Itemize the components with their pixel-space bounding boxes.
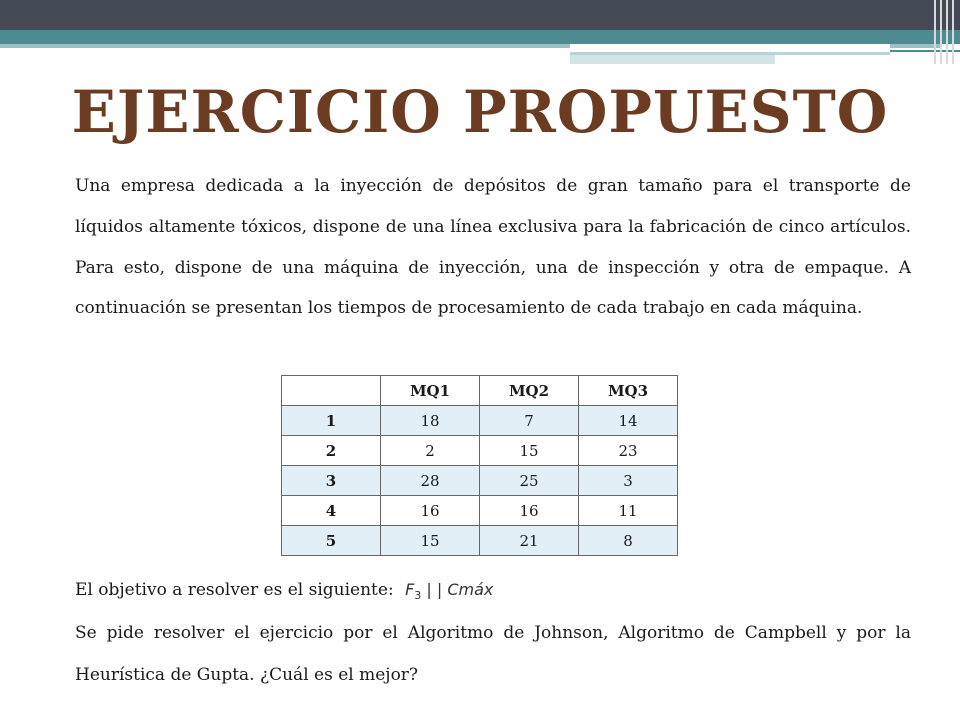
table-cell: 14	[579, 406, 678, 436]
table-cell: 15	[381, 526, 480, 556]
table-cell: 3	[579, 466, 678, 496]
table-cell: 16	[480, 496, 579, 526]
table-header-cell: MQ3	[579, 376, 678, 406]
table-cell: 25	[480, 466, 579, 496]
intro-paragraph: Una empresa dedicada a la inyección de depósitos de gran tamaño para el transporte de líquidos altamente tóxicos, dispone de una línea exclusiva para la fabricación de cinco artículos. Para esto, dispone de una máquina de inyección, una de inspección y otra de empaque. A continuación se presentan los tiempos de procesamiento de cada trabajo en cada máquina.	[75, 176, 911, 319]
job-label-cell: 3	[282, 466, 381, 496]
table-row	[282, 496, 678, 526]
table-cell: 23	[579, 436, 678, 466]
formula-rest: | | Cmáx	[421, 580, 494, 599]
processing-times-table	[281, 375, 678, 556]
table-header-cell: MQ1	[381, 376, 480, 406]
table-row	[282, 526, 678, 556]
table-cell: 15	[480, 436, 579, 466]
job-label-cell: 2	[282, 436, 381, 466]
formula-f: F	[405, 580, 415, 599]
table-cell: 21	[480, 526, 579, 556]
job-label-cell: 1	[282, 406, 381, 436]
objective-formula	[405, 577, 493, 609]
formula-sub: 3	[414, 589, 422, 603]
table-header-cell: MQ2	[480, 376, 579, 406]
table-header-row	[282, 376, 678, 406]
header-notch	[570, 44, 890, 52]
header-bar-dark	[0, 0, 960, 30]
slide-title: EJERCICIO PROPUESTO	[71, 78, 889, 146]
table-cell: 18	[381, 406, 480, 436]
table-cell: 7	[480, 406, 579, 436]
table-row	[282, 466, 678, 496]
table-row	[282, 436, 678, 466]
table-cell: 11	[579, 496, 678, 526]
corner-stripes	[930, 0, 960, 64]
table-cell: 28	[381, 466, 480, 496]
table-cell: 16	[381, 496, 480, 526]
header-bar-teal	[0, 30, 960, 44]
table-row	[282, 406, 678, 436]
header-notch-shade	[570, 55, 775, 64]
table-cell: 8	[579, 526, 678, 556]
job-label-cell: 4	[282, 496, 381, 526]
job-label-cell: 5	[282, 526, 381, 556]
table-header-cell	[282, 376, 381, 406]
objective-text: El objetivo a resolver es el siguiente:	[75, 580, 394, 600]
task-paragraph: Se pide resolver el ejercicio por el Algoritmo de Johnson, Algoritmo de Campbell y por la Heurística de Gupta. ¿Cuál es el mejor?	[75, 623, 911, 685]
objective-line	[75, 577, 493, 609]
table-cell: 2	[381, 436, 480, 466]
